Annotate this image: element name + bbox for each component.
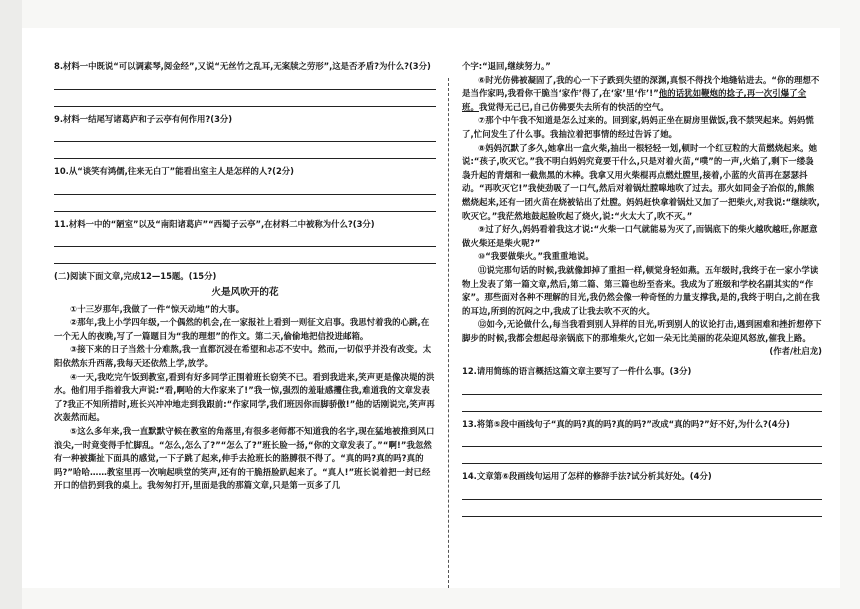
paragraph-2: ②那年,我上小学四年级,一个偶然的机会,在一家报社上看到一则征文启事。我思忖着我的心跳,在一个无人的夜晚,写了一篇题目为“我的理想”的作文。第二天,偷偷地把信投进邮箱。	[54, 317, 430, 341]
answer-lines-13[interactable]	[462, 436, 822, 464]
paragraph-3: ③接下来的日子当然十分难熬,我一直都沉浸在希望和忐忑不安中。然而,一切似乎并没有改变。太阳依然东升西落,我每天还依然上学,放学。	[54, 344, 432, 368]
exam-sheet	[22, 28, 840, 588]
right-column	[462, 60, 822, 523]
paragraph-6-underlined: 他的话犹如鞭炮的捻子,再一次引爆了全班。	[462, 88, 807, 112]
paragraph-8: ⑧妈妈沉默了多久,她拿出一盒火柴,抽出一根轻轻一划,顿时一个红豆粒的大苗燃烧起来。她说:“孩子,吹灭它。”我不明白妈妈究竟要干什么,只是对着火苗,“噗”的一声,火焰了,剩下一缕袅袅升起的青烟和一截焦黑的木棒。我拿又用火柴棍再点燃灶膛里,接着,小蓝的火苗再在瑟瑟抖动。“再吹灭它!”我使劲吸了一口气,然后对着锅灶膛嗥地吹了过去。那火如同金子冶似的,熊熊燃烧起来,还有一团火苗在烧被钻出了灶膛。妈妈赶快拿着锅灶又加了一把柴火,对我说:“继续吹,吹灭它。”我茫然地鼓起脸吹起了烧火,说:“火太大了,吹不灭。”	[462, 142, 820, 221]
paragraph-10: ⑩“我要做柴火。”我重重地说。	[478, 251, 594, 262]
left-column	[54, 60, 436, 493]
paragraph-4: ④一天,我吃完午饭到教室,看到有好多同学正围着班长窃笑不已。看到我进来,笑声更是像决堤的洪水。他们用手指着我大声说:“看,啊哈的大作家来了!”我一惊,强烈的羞耻感攫住我,难道我的文章发表了?我正不知所措时,班长兴冲冲地走到我跟前:“作家同学,我们班因你而脚骄傲!”他的话刚说完,笑声再次轰然而起。	[54, 371, 435, 423]
paragraph-6	[462, 74, 822, 115]
author-credit: (作者/杜启龙)	[769, 346, 822, 357]
answer-lines-10[interactable]	[54, 184, 436, 212]
paragraph-11: ⑪说完那句话的时候,我就像卸掉了重担一样,顿觉身轻如燕。五年级时,我终于在一家小学读物上发表了第一篇文章,然后,第二篇、第三篇也纷至沓来。我成为了班级和学校名副其实的“作家”。那些面对各种不理解的目光,我仍然会像一种奇怪的力量支撑我,是的,我终于明白,之前在我的耳边,所到的沉闷之中,我成了让我去吹不灭的火。	[462, 264, 820, 316]
question-12: 12.请用简练的语言概括这篇文章主要写了一件什么事。(3分)	[462, 366, 692, 377]
question-10: 10.从“谈笑有鸿儒,往来无白丁”能看出室主人是怎样的人?(2分)	[54, 166, 294, 177]
page-shadow	[0, 0, 22, 609]
question-9: 9.材料一结尾写诸葛庐和子云亭有何作用?(3分)	[54, 113, 233, 124]
question-14: 14.文章第⑥段画线句运用了怎样的修辞手法?试分析其好处。(4分)	[462, 471, 712, 482]
question-13: 13.将第⑤段中画线句子“真的吗?真的吗?真的吗?”改成“真的吗?”好不好,为什么?(4分)	[462, 418, 790, 429]
paragraph-5-continued: 个字:“退回,继续努力。”	[462, 61, 551, 71]
question-11: 11.材料一中的“陋室”以及“南阳诸葛庐”“西蜀子云亭”,在材料二中被称为什么?(3分)	[54, 218, 375, 229]
answer-lines-8[interactable]	[54, 79, 436, 107]
paragraph-5: ⑤这么多年来,我一直默默守候在教室的角落里,有很多老师都不知道我的名字,现在猛地被推到风口浪尖,一时竟变得手忙脚乱。“怎么,怎么了?”“怎么了?”班长脸一扬,“你的文章发表了。”“啊!”我忽然有一种被撕扯下面具的感觉,一下子跳了起来,伸手去抢班长的胳膊很不得了。“真的吗?真的吗?真的吗?”哈哈……教室里再一次响起哄堂的笑声,还有的干脆捂脸趴起来了。“真人!”班长说着把一封已经开口的信扔到我的桌上。我匆匆打开,里面是我的那篇文章,只是第一页多了几	[54, 425, 435, 491]
answer-lines-12[interactable]	[462, 384, 822, 412]
paragraph-7: ⑦那个中午我不知道是怎么过来的。回到家,妈妈正坐在厨房里做饭,我不禁哭起来。妈妈慌了,忙问发生了什么事。我抽泣着把事情的经过告诉了她。	[462, 115, 814, 139]
answer-lines-11[interactable]	[54, 236, 436, 264]
section-heading: (二)阅读下面文章,完成12—15题。(15分)	[54, 271, 217, 282]
paragraph-12: ⑫如今,无论做什么,每当我看到别人异样的目光,听到别人的议论打击,遇到困难和挫折想停下脚步的时候,我都会想起母亲锅底下的那堆柴火,它如一朵无比美丽的花朵迎风怒放,催我上路。	[462, 319, 822, 343]
question-8: 8.材料一中既说“可以调素琴,阅金经”,又说“无丝竹之乱耳,无案牍之劳形”,这是否矛盾?为什么?(3分)	[54, 61, 431, 71]
answer-lines-9[interactable]	[54, 131, 436, 159]
paragraph-6-end: 我觉得无己已,自己仿佛要失去所有的快活的空气。	[478, 101, 669, 112]
paragraph-9: ⑨过了好久,妈妈看着我这才说:“火柴一口气就能易为灭了,而锅底下的柴火越吹越旺,你愿意做火柴还是柴火呢?”	[462, 224, 818, 248]
column-divider	[448, 78, 449, 588]
article-title: 火是风吹开的花	[211, 286, 279, 298]
paragraph-1: ①十三岁那年,我做了一件“惊天动地”的大事。	[70, 303, 245, 314]
answer-lines-14[interactable]	[462, 489, 822, 517]
paragraph-6-text: ⑥时光仿佛被凝固了,我的心一下子跌到失望的深渊,真恨不得找个地缝钻进去。“你的理想不是当作家吗,我看你干脆当‘家作’得了,在‘家’里‘作’!”	[462, 74, 820, 99]
